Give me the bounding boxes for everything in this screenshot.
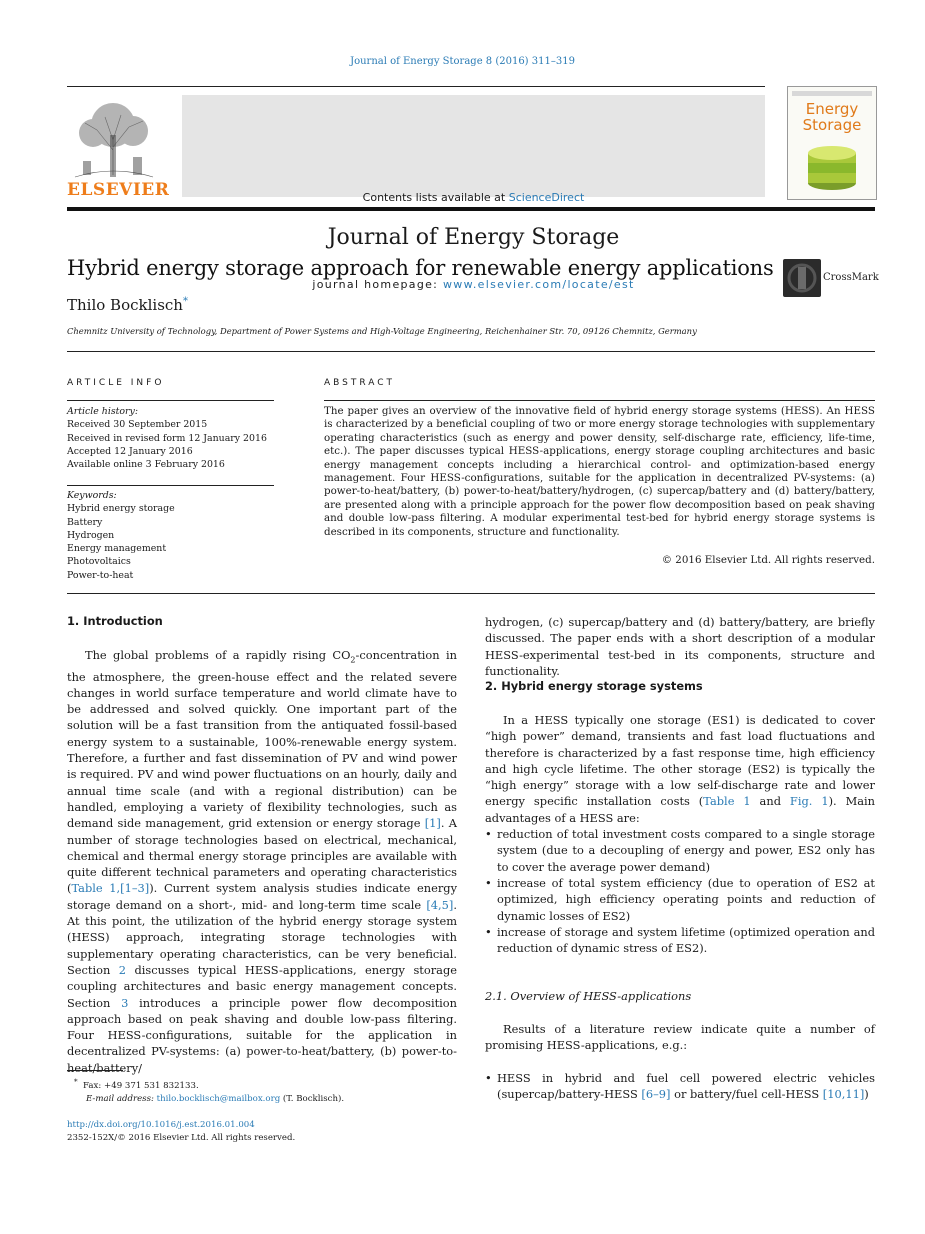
history-accepted: Accepted 12 January 2016 <box>67 445 193 457</box>
application-list-item <box>485 1070 875 1103</box>
intro-text: introduces a principle power flow decomposition approach based on peak shaving and double low-pass filtering. Four HESS-configurations, suitable for the application in decentralized PV-systems: (a) power-to-heat/battery, (b) power-to-heat/battery/ <box>67 995 457 1075</box>
section-2-text: ). Main advantages of a HESS are: <box>485 794 876 825</box>
bullet-icon: • <box>485 1071 492 1085</box>
advantage-list-item <box>485 826 875 875</box>
article-history <box>67 405 274 471</box>
abstract-copyright: © 2016 Elsevier Ltd. All rights reserved. <box>661 554 875 566</box>
ref-link-1[interactable]: [1] <box>424 816 441 831</box>
keywords-block <box>67 489 274 582</box>
intro-text: -concentration in the atmosphere, the green-house effect and the related severe changes in world surface temperature and world climate have to be addressed and solved quickly. One important part of the solution will be a fast transition from the antiquated fossil-based energy system to a sustainable, 100%-renewable energy system. Therefore, a further and fast dissemination of PV and wind power is required. PV and wind power fluctuations on an hourly, daily and annual time scale (and with a regional distribution) can be handled, employing a variety of flexibility technologies, such as demand side management, grid extension or energy storage <box>67 648 457 831</box>
history-online: Available online 3 February 2016 <box>67 459 225 471</box>
cover-cylinder-graphic <box>806 139 858 193</box>
contents-line <box>182 191 765 204</box>
keyword-item: Power-to-heat <box>67 569 134 581</box>
crossmark-icon[interactable] <box>783 259 821 297</box>
history-label: Article history: <box>67 406 138 417</box>
advantage-list-item <box>485 875 875 924</box>
article-info-heading: ARTICLE INFO <box>67 378 165 388</box>
keyword-item: Energy management <box>67 543 167 555</box>
right-column-continuation: hydrogen, (c) supercap/battery and (d) battery/battery, are briefly discussed. The paper ends with a short description of a modular HESS-experimental test-bed in its components, structure and functionality. <box>485 615 875 678</box>
sciencedirect-link[interactable]: ScienceDirect <box>508 191 585 204</box>
figure-1-link[interactable]: Fig. 1 <box>789 794 829 809</box>
cover-title-energy: Energy <box>805 100 859 118</box>
journal-title: Journal of Energy Storage <box>327 225 620 250</box>
article-title: Hybrid energy storage approach for renewable energy applications <box>67 256 774 280</box>
author-affiliation: Chemnitz University of Technology, Department of Power Systems and High-Voltage Engineering, Reichenhainer Str. 70, 09126 Chemnitz, Germany <box>67 326 697 336</box>
application-text: HESS in hybrid and fuel cell powered electric vehicles (supercap/battery-HESS <box>497 1071 875 1102</box>
intro-text: . At this point, the utilization of the hybrid energy storage system (HESS) approach, integrating storage technologies with supplementary operating characteristics, can be very beneficial. Section <box>67 897 457 977</box>
issn-line: 2352-152X/© 2016 Elsevier Ltd. All rights reserved. <box>67 1133 296 1143</box>
homepage-prefix: journal homepage: <box>312 278 443 291</box>
footnote-rule <box>67 1070 123 1071</box>
application-text: ) <box>864 1087 869 1102</box>
email-label: E-mail address: <box>86 1093 157 1104</box>
journal-citation[interactable]: Journal of Energy Storage 8 (2016) 311–319 <box>350 56 575 67</box>
applications-paragraph: Results of a literature review indicate quite a number of promising HESS-applications, e.g.: <box>485 1022 875 1053</box>
advantage-text: reduction of total investment costs compared to a single storage system (due to a decoupling of energy and power, ES2 only has to cover the average power demand) <box>497 827 875 874</box>
ref-link-4-5[interactable]: [4,5] <box>426 897 454 912</box>
abstract-text: The paper gives an overview of the innovative field of hybrid energy storage systems (HESS). An HESS is characterized by a beneficial coupling of two or more energy storage technologies with supplementary operating characteristics (such as energy and power density, self-discharge rate, efficiency, life-time, etc.). The paper discusses typical HESS-applications, energy storage coupling architectures and basic energy management concepts including a hierarchical control- and optimization-based energy management. Four HESS-configurations, suitable for the application in decentralized PV-systems: (a) power-to-heat/battery, (b) power-to-heat/battery/hydrogen, (c) supercap/battery and (d) battery/battery, are presented along with a principle approach for the power flow decomposition based on peak shaving and double low-pass filtering. A modular experimental test-bed for hybrid energy storage systems is described in its components, structure and functionality. <box>324 405 875 538</box>
author-footnote <box>74 1075 464 1106</box>
intro-text: The global problems of a rapidly rising CO <box>85 648 351 662</box>
advantage-text: increase of total system efficiency (due to operation of ES2 at optimized, high efficiency operating points and reduction of dynamic losses of ES2) <box>497 876 875 923</box>
section-2-link[interactable]: 2 <box>118 962 127 977</box>
advantage-text: increase of storage and system lifetime (optimized operation and reduction of dynamic stress of ES2). <box>497 925 875 956</box>
intro-text: . A number of storage technologies based on electrical, mechanical, chemical and thermal energy storage principles are available with quite different technical parameters and operating characteristics ( <box>67 816 457 896</box>
footnote-fax: Fax: +49 371 531 832133. <box>83 1080 199 1091</box>
email-suffix: (T. Bocklisch). <box>280 1093 345 1104</box>
header-top-rule <box>67 86 765 87</box>
footnote-mark: * <box>74 1077 78 1086</box>
keyword-item: Battery <box>67 516 103 528</box>
intro-text: discusses typical HESS-applications, energy storage coupling architectures and basic energy management concepts. Section <box>67 962 457 1010</box>
keyword-item: Hybrid energy storage <box>67 503 175 515</box>
section-2-heading: 2. Hybrid energy storage systems <box>485 679 703 693</box>
subsection-2-1-heading: 2.1. Overview of HESS-applications <box>485 989 692 1003</box>
keyword-item: Hydrogen <box>67 529 115 541</box>
bullet-icon: • <box>485 876 492 890</box>
article-info-rule <box>67 400 274 401</box>
co2-subscript: 2 <box>350 655 356 665</box>
section-2-text: In a HESS typically one storage (ES1) is dedicated to cover “high power” demand, transients and fast load fluctuations and therefore is characterized by a fast response time, high efficiency and high cycle lifetime. The other storage (ES2) is typically the “high energy” storage with a low self-discharge rate and lower energy specific installation costs ( <box>485 713 875 809</box>
doi-block <box>67 1119 457 1145</box>
author-email-link[interactable]: thilo.bocklisch@mailbox.org <box>156 1093 281 1104</box>
keywords-label: Keywords: <box>67 490 117 501</box>
author-name <box>67 296 188 314</box>
ref-link-1-3[interactable]: ,[1–3] <box>116 881 150 896</box>
intro-paragraph <box>67 647 457 1076</box>
ref-link-10-11[interactable]: [10,11] <box>822 1087 865 1102</box>
cover-header-strip <box>792 91 872 96</box>
author-footnote-mark[interactable]: * <box>182 296 188 307</box>
abstract-bottom-rule <box>67 593 875 594</box>
intro-text: ). Current system analysis studies indicate energy storage demand on a short-, mid- and long-term time scale <box>67 881 458 912</box>
history-received: Received 30 September 2015 <box>67 419 208 431</box>
journal-cover-thumbnail[interactable] <box>787 86 877 200</box>
title-bottom-rule <box>67 351 875 352</box>
section-2-text: and <box>750 794 790 809</box>
section-1-heading: 1. Introduction <box>67 614 163 628</box>
ref-link-6-9[interactable]: [6–9] <box>641 1087 671 1102</box>
cover-title-storage: Storage <box>802 116 862 134</box>
section-2-paragraph <box>485 712 875 826</box>
elsevier-wordmark[interactable]: ELSEVIER <box>67 180 170 200</box>
homepage-link[interactable]: www.elsevier.com/locate/est <box>443 278 635 291</box>
author-text: Thilo Bocklisch <box>67 296 183 314</box>
table-1-link[interactable]: Table 1 <box>71 881 117 896</box>
section-3-link[interactable]: 3 <box>121 995 129 1010</box>
abstract-heading: ABSTRACT <box>324 378 396 388</box>
header-thick-rule <box>67 207 875 211</box>
bullet-icon: • <box>485 925 492 939</box>
crossmark-label[interactable]: CrossMark <box>823 272 879 283</box>
contents-prefix: Contents lists available at <box>362 191 509 204</box>
application-text: or battery/fuel cell-HESS <box>670 1087 823 1102</box>
abstract-rule <box>324 400 875 401</box>
advantage-list-item <box>485 924 875 957</box>
keyword-item: Photovoltaics <box>67 556 131 568</box>
history-revised: Received in revised form 12 January 2016 <box>67 432 267 444</box>
table-1-link[interactable]: Table 1 <box>703 794 751 809</box>
doi-link[interactable]: http://dx.doi.org/10.1016/j.est.2016.01.004 <box>67 1120 255 1130</box>
keywords-rule <box>67 485 274 486</box>
bullet-icon: • <box>485 827 492 841</box>
